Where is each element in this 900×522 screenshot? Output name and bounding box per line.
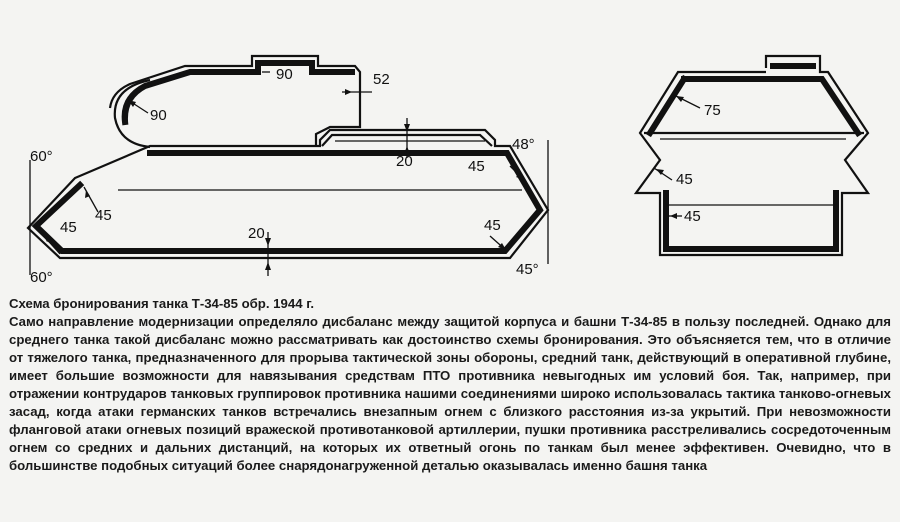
label-upper-front-angle: 60° <box>30 148 53 165</box>
label-turret-front: 90 <box>150 107 167 124</box>
label-upper-rear-angle: 48° <box>512 136 535 153</box>
hull-armor <box>36 153 540 251</box>
caption-body: Само направление модернизации определяло дисбаланс между защитой корпуса и башни Т-34-85 в пользу последней. Однако для среднего танка такой дисбаланс можно рассматривать как достоинство схемы бронирования. Это объясняется тем, что в отличие от тяжелого танка, предназначенного для прорыва тактической зоны обороны, средний танк, действующий в оперативной глубине, имеет большие возможности для навязывания средствам ПТО противника невыгодных им условий боя. Так, например, при отражении контрударов танковых группировок противника нашими соединениями широко использовалась тактика танково-огневых засад, когда атаки германских танков встречались внезапным огнем с близкого расстояния из-за укрытий. При невозможности фланговой атаки огневых позиций вражеской противотанковой артиллерии, пушки противника расстреливались сосредоточенным огнем со средних и дальних дистанций, на которых их ответный огонь по танкам был менее эффективен. Очевидно, что в большинстве подобных ситуаций более снарядонагруженной деталью оказывалась именно башня танка <box>9 314 891 473</box>
side-view <box>28 56 548 286</box>
cross-section-view <box>636 56 868 255</box>
label-lower-front: 45 <box>60 219 77 236</box>
caption-title: Схема бронирования танка Т-34-85 обр. 1944 г. <box>9 296 315 311</box>
label-lower-rear-angle: 45° <box>516 261 539 278</box>
label-turret-side: 75 <box>704 102 721 119</box>
section-armor <box>650 66 858 249</box>
label-hull-upper-side: 45 <box>676 171 693 188</box>
label-upper-rear: 45 <box>468 158 485 175</box>
label-hull-roof: 20 <box>396 153 413 170</box>
label-bottom: 20 <box>248 225 265 242</box>
label-hull-lower-side: 45 <box>684 208 701 225</box>
label-turret-roof: 90 <box>276 66 293 83</box>
hull-outline <box>28 130 548 258</box>
label-turret-rear: 52 <box>373 71 390 88</box>
label-lower-front-angle: 60° <box>30 269 53 286</box>
label-lower-rear: 45 <box>484 217 501 234</box>
caption-block <box>9 295 891 475</box>
label-upper-front: 45 <box>95 207 112 224</box>
